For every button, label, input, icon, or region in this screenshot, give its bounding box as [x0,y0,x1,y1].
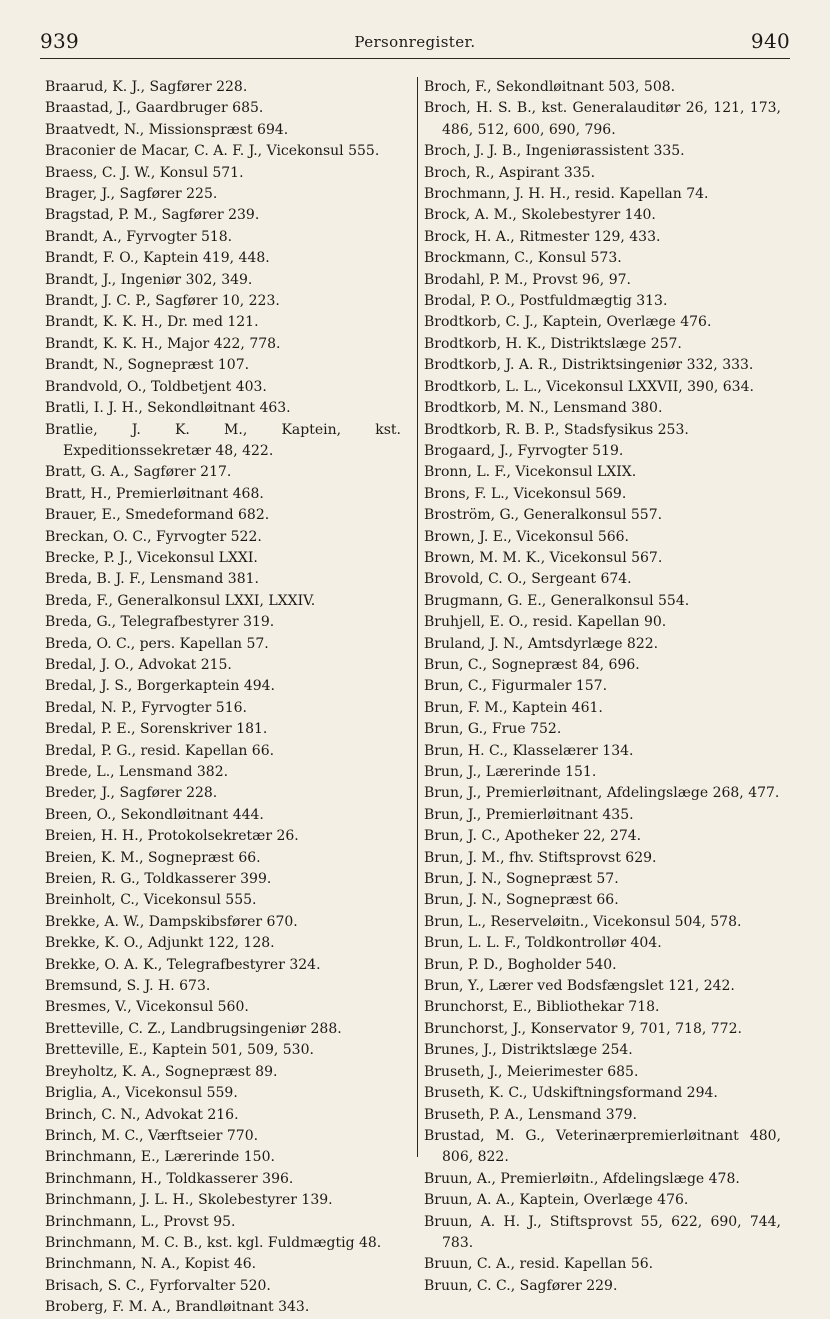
register-entry: Brun, F. M., Kaptein 461. [424,699,603,716]
register-entry: Bronn, L. F., Vicekonsul LXIX. [424,464,637,481]
register-entry: Broström, G., Generalkonsul 557. [424,507,663,524]
register-entry: Brown, J. E., Vicekonsul 566. [424,528,630,545]
register-entry: Brinchmann, L., Provst 95. [45,1213,236,1230]
register-entry: Brun, H. C., Klasselærer 134. [424,742,634,759]
register-entry: Breinholt, C., Vicekonsul 555. [45,892,257,909]
register-entry: Broch, R., Aspirant 335. [424,164,596,181]
register-columns [45,77,785,1316]
register-entry: Brun, P. D., Bogholder 540. [424,956,617,973]
register-entry: Brovold, C. O., Sergeant 674. [424,571,632,588]
register-entry: Brecke, P. J., Vicekonsul LXXI. [45,549,258,566]
register-entry: Brodtkorb, H. K., Distriktslæge 257. [424,335,682,352]
register-entry: Brun, J., Lærerinde 151. [424,764,597,780]
register-entry: Brock, H. A., Ritmester 129, 433. [424,228,661,245]
register-entry: Brockmann, C., Konsul 573. [424,250,622,267]
register-entry: Breien, R. G., Toldkasserer 399. [45,871,272,888]
register-entry: Bratt, G. A., Sagfører 217. [45,464,232,481]
register-entry: Breien, K. M., Sognepræst 66. [45,849,261,866]
register-entry: Brock, A. M., Skolebestyrer 140. [424,207,656,224]
register-entry: Bratlie, J. K. M., Kaptein, kst. Expeditionssekretær 48, 422. [45,421,401,459]
register-entry: Brandvold, O., Toldbetjent 403. [45,378,267,395]
register-entry: Brinchmann, E., Lærerinde 150. [45,1149,275,1166]
register-entry: Breda, B. J. F., Lensmand 381. [45,571,259,588]
running-title: Personregister. [354,33,476,51]
register-entry: Brun, J. C., Apotheker 22, 274. [424,828,642,845]
register-entry: Bruun, A. A., Kaptein, Overlæge 476. [424,1192,689,1209]
register-entry: Brun, J. M., fhv. Stiftsprovst 629. [424,849,657,866]
register-entry: Broberg, F. M. A., Brandløitnant 343. [45,1299,310,1316]
register-entry: Brun, J. N., Sognepræst 57. [424,871,619,888]
register-entry: Brekke, K. O., Adjunkt 122, 128. [45,935,275,952]
register-entry: Brown, M. M. K., Vicekonsul 567. [424,549,663,566]
register-entry: Bruun, A., Premierløitn., Afdelingslæge 478. [424,1170,740,1187]
register-entry: Brugmann, G. E., Generalkonsul 554. [424,592,690,609]
register-entry: Breda, F., Generalkonsul LXXI, LXXIV. [45,592,316,609]
register-entry: Bredal, P. G., resid. Kapellan 66. [45,742,275,759]
right-column [417,77,781,1294]
left-page-number: 939 [40,29,80,53]
register-entry: Brandt, J. C. P., Sagfører 10, 223. [45,293,280,310]
register-entry: Bruland, J. N., Amtsdyrlæge 822. [424,635,659,652]
register-entry: Brun, L., Reserveløitn., Vicekonsul 504, 578. [424,913,742,930]
register-entry: Brisach, S. C., Fyrforvalter 520. [45,1277,271,1294]
register-entry: Brinch, M. C., Værftseier 770. [45,1127,259,1144]
register-entry: Brogaard, J., Fyrvogter 519. [424,442,624,459]
page-header [40,28,790,59]
register-entry: Bredal, P. E., Sorenskriver 181. [45,721,268,738]
right-page-number: 940 [750,29,790,53]
register-entry: Breyholtz, K. A., Sognepræst 89. [45,1063,278,1080]
register-entry: Bratt, H., Premierløitnant 468. [45,485,264,502]
register-entry: Breder, J., Sagfører 228. [45,785,218,802]
register-entry: Brodtkorb, L. L., Vicekonsul LXXVII, 390, 634. [424,378,754,395]
register-entry: Brodtkorb, J. A. R., Distriktsingeniør 332, 333. [424,357,754,374]
register-entry: Brager, J., Sagfører 225. [45,186,218,203]
register-entry: Breda, G., Telegrafbestyrer 319. [45,614,275,631]
register-entry: Brunchorst, J., Konservator 9, 701, 718, 772. [424,1020,742,1037]
register-entry: Brodtkorb, R. B. P., Stadsfysikus 253. [424,421,689,438]
register-entry: Brede, L., Lensmand 382. [45,764,229,780]
register-entry: Brinchmann, N. A., Kopist 46. [45,1256,257,1273]
register-entry: Bruun, C. A., resid. Kapellan 56. [424,1256,654,1273]
register-entry: Brun, C., Figurmaler 157. [424,678,608,695]
register-entry: Brun, L. L. F., Toldkontrollør 404. [424,935,662,952]
register-entry: Brinchmann, J. L. H., Skolebestyrer 139. [45,1192,333,1209]
register-entry: Brun, G., Frue 752. [424,721,562,738]
register-entry: Bresmes, V., Vicekonsul 560. [45,999,249,1016]
register-entry: Brun, J., Premierløitnant 435. [424,806,634,823]
register-entry: Breckan, O. C., Fyrvogter 522. [45,528,262,545]
register-entry: Bredal, J. O., Advokat 215. [45,656,232,673]
register-entry: Bratli, I. J. H., Sekondløitnant 463. [45,400,291,417]
register-entry: Broch, F., Sekondløitnant 503, 508. [424,79,676,95]
register-entry: Brochmann, J. H. H., resid. Kapellan 74. [424,186,709,203]
register-entry: Bruhjell, E. O., resid. Kapellan 90. [424,614,667,631]
register-entry: Brunchorst, E., Bibliothekar 718. [424,999,660,1016]
register-entry: Brun, C., Sognepræst 84, 696. [424,656,640,673]
register-entry: Braconier de Macar, C. A. F. J., Vicekonsul 555. [45,143,380,160]
register-entry: Bruseth, J., Meierimester 685. [424,1063,639,1080]
register-entry: Brinchmann, H., Toldkasserer 396. [45,1170,294,1187]
register-entry: Braess, C. J. W., Konsul 571. [45,164,244,181]
register-entry: Braarud, K. J., Sagfører 228. [45,79,248,95]
register-entry: Bruun, A. H. J., Stiftsprovst 55, 622, 690, 744, 783. [424,1213,781,1251]
register-entry: Bruun, C. C., Sagfører 229. [424,1277,618,1294]
register-entry: Bretteville, E., Kaptein 501, 509, 530. [45,1042,314,1059]
register-entry: Brun, Y., Lærer ved Bodsfængslet 121, 242. [424,978,735,995]
register-entry: Brinch, C. N., Advokat 216. [45,1106,239,1123]
register-entry: Broch, H. S. B., kst. Generalauditør 26, 121, 173, 486, 512, 600, 690, 796. [424,100,781,138]
register-entry: Brandt, A., Fyrvogter 518. [45,228,233,245]
register-entry: Brandt, J., Ingeniør 302, 349. [45,271,253,288]
register-entry: Braatvedt, N., Missionspræst 694. [45,121,289,138]
register-entry: Bruseth, P. A., Lensmand 379. [424,1106,637,1123]
register-entry: Brodtkorb, M. N., Lensmand 380. [424,400,663,417]
register-entry: Breda, O. C., pers. Kapellan 57. [45,635,269,652]
register-entry: Braastad, J., Gaardbruger 685. [45,100,264,117]
register-entry: Brodahl, P. M., Provst 96, 97. [424,271,631,288]
register-entry: Brodtkorb, C. J., Kaptein, Overlæge 476. [424,314,712,331]
register-entry: Brandt, K. K. H., Dr. med 121. [45,314,259,331]
register-entry: Bretteville, C. Z., Landbrugsingeniør 288. [45,1020,342,1037]
register-entry: Bredal, N. P., Fyrvogter 516. [45,699,247,716]
register-entry: Brunes, J., Distriktslæge 254. [424,1042,633,1059]
register-entry: Brandt, K. K. H., Major 422, 778. [45,335,281,352]
register-entry: Brinchmann, M. C. B., kst. kgl. Fuldmægtig 48. [45,1234,382,1251]
register-entry: Brandt, F. O., Kaptein 419, 448. [45,250,270,267]
register-entry: Briglia, A., Vicekonsul 559. [45,1085,238,1102]
register-entry: Brun, J., Premierløitnant, Afdelingslæge 268, 477. [424,785,780,802]
register-entry: Broch, J. J. B., Ingeniørassistent 335. [424,143,685,160]
register-entry: Bruseth, K. C., Udskiftningsformand 294. [424,1085,718,1102]
register-entry: Brekke, O. A. K., Telegrafbestyrer 324. [45,956,321,973]
register-entry: Brun, J. N., Sognepræst 66. [424,892,619,909]
register-entry: Brodal, P. O., Postfuldmægtig 313. [424,293,668,310]
register-entry: Brustad, M. G., Veterinærpremierløitnant 480, 806, 822. [424,1127,781,1166]
register-entry: Bragstad, P. M., Sagfører 239. [45,207,260,224]
register-entry: Bremsund, S. J. H. 673. [45,978,211,995]
register-entry: Brauer, E., Smedeformand 682. [45,507,270,524]
register-entry: Breen, O., Sekondløitnant 444. [45,806,264,823]
register-entry: Bredal, J. S., Borgerkaptein 494. [45,678,275,695]
register-entry: Brons, F. L., Vicekonsul 569. [424,485,627,502]
left-column [45,77,409,1316]
register-entry: Brandt, N., Sognepræst 107. [45,357,250,374]
register-entry: Brekke, A. W., Dampskibsfører 670. [45,913,298,930]
register-entry: Breien, H. H., Protokolsekretær 26. [45,828,299,845]
